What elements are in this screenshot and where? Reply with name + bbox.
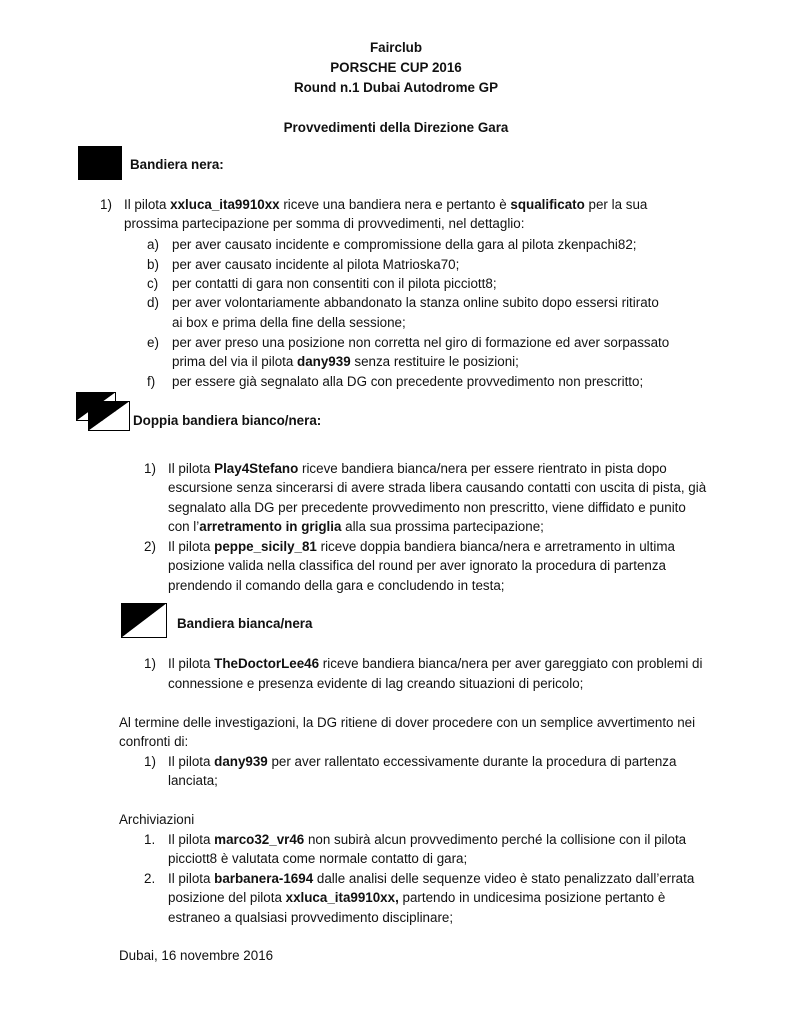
archive-heading: Archiviazioni (119, 812, 195, 827)
double-flag-item-line: segnalato alla DG per precedente provvedimento non prescritto, viene diffidato e punito (168, 500, 686, 515)
sub-item-letter: d) (147, 295, 159, 310)
double-flag-item-line: posizione valida nella classifica del round per aver ignorato la procedura di partenza (168, 558, 666, 573)
warning-item-line: lanciata; (168, 773, 218, 788)
sub-item-text: per aver volontariamente abbandonato la stanza online subito dopo essersi ritirato (172, 295, 659, 310)
bw-flag-heading: Bandiera bianca/nera (177, 616, 313, 631)
warning-item-line: Il pilota dany939 per aver rallentato eccessivamente durante la procedura di partenza (168, 754, 677, 769)
archive-item-line: Il pilota marco32_vr46 non subirà alcun provvedimento perché la collisione con il pilota (168, 832, 687, 847)
archive-item-number: 1. (144, 832, 156, 847)
driver-name: TheDoctorLee46 (214, 656, 320, 671)
driver-name: dany939 (214, 754, 268, 769)
driver-name: peppe_sicily_81 (214, 539, 317, 554)
section-title: Provvedimenti della Direzione Gara (283, 120, 509, 135)
bw-flag-item-line: Il pilota TheDoctorLee46 riceve bandiera bianca/nera per aver gareggiato con problemi di (168, 656, 703, 671)
sub-item-text: per aver causato incidente e compromissione della gara al pilota zkenpachi82; (172, 237, 637, 252)
bw-flag-item-number: 1) (144, 656, 156, 671)
double-white-black-flag-icon (76, 392, 132, 432)
double-flag-item-line: escursione senza sincerarsi di avere strada libera causando contatti con uscita di pista, già (168, 480, 707, 495)
sub-item-letter: c) (147, 276, 159, 291)
archive-item-line: estraneo a qualsiasi provvedimento disciplinare; (168, 910, 454, 925)
double-flag-item-line: con l’arretramento in griglia alla sua prossima partecipazione; (168, 519, 544, 534)
sub-item-letter: e) (147, 335, 159, 350)
black-flag-heading: Bandiera nera: (130, 157, 224, 172)
double-flag-item-line: prendendo il comando della gara e concludendo in testa; (168, 578, 505, 593)
black-flag-item-line2: prossima partecipazione per somma di provvedimenti, nel dettaglio: (124, 216, 525, 231)
archive-item-line: posizione del pilota xxluca_ita9910xx, partendo in undicesima posizione pertanto è (168, 890, 666, 905)
penalty: arretramento in griglia (199, 519, 342, 534)
driver-name: xxluca_ita9910xx (170, 197, 280, 212)
black-flag-icon (78, 146, 122, 180)
sub-item-text: ai box e prima della fine della sessione; (172, 315, 406, 330)
sub-item-text: per aver causato incidente al pilota Matrioska70; (172, 257, 460, 272)
sub-item-text: per contatti di gara non consentiti con il pilota picciott8; (172, 276, 497, 291)
archive-item-line: picciott8 è valutata come normale contatto di gara; (168, 851, 468, 866)
sub-item-text: per essere già segnalato alla DG con precedente provvedimento non prescritto; (172, 374, 644, 389)
warning-item-number: 1) (144, 754, 156, 769)
double-flag-item-number: 1) (144, 461, 156, 476)
sub-item-letter: f) (147, 374, 156, 389)
sub-item-letter: a) (147, 237, 159, 252)
archive-item-line: Il pilota barbanera-1694 dalle analisi delle sequenze video è stato penalizzato dall’errata (168, 871, 695, 886)
double-flag-item-line: Il pilota Play4Stefano riceve bandiera bianca/nera per essere rientrato in pista dopo (168, 461, 667, 476)
white-black-flag-icon (121, 603, 167, 638)
document-round: Round n.1 Dubai Autodrome GP (293, 80, 499, 95)
driver-name: dany939 (297, 354, 351, 369)
document-org: Fairclub (369, 40, 423, 55)
bw-flag-item-line: connessione e presenza evidente di lag creando situazioni di pericolo; (168, 676, 584, 691)
driver-name: marco32_vr46 (214, 832, 305, 847)
verdict: squalificato (510, 197, 585, 212)
driver-name: Play4Stefano (214, 461, 299, 476)
double-flag-item-line: Il pilota peppe_sicily_81 riceve doppia bandiera bianca/nera e arretramento in ultima (168, 539, 675, 554)
warning-paragraph-line: Al termine delle investigazioni, la DG ritiene di dover procedere con un semplice avvertimento nei (119, 715, 696, 730)
archive-item-number: 2. (144, 871, 156, 886)
sub-item-text: per aver preso una posizione non corretta nel giro di formazione ed aver sorpassato (172, 335, 670, 350)
driver-name: xxluca_ita9910xx, (285, 890, 399, 905)
double-flag-item-number: 2) (144, 539, 156, 554)
warning-paragraph-line: confronti di: (119, 734, 189, 749)
driver-name: barbanera-1694 (214, 871, 314, 886)
double-flag-heading: Doppia bandiera bianco/nera: (133, 413, 322, 428)
document-series: PORSCHE CUP 2016 (330, 60, 462, 75)
sub-item-letter: b) (147, 257, 159, 272)
sub-item-text: prima del via il pilota dany939 senza restituire le posizioni; (172, 354, 519, 369)
black-flag-item-line1: Il pilota xxluca_ita9910xx riceve una bandiera nera e pertanto è squalificato per la sua (124, 197, 648, 212)
place-date: Dubai, 16 novembre 2016 (119, 948, 274, 963)
black-flag-item-number: 1) (100, 197, 112, 212)
